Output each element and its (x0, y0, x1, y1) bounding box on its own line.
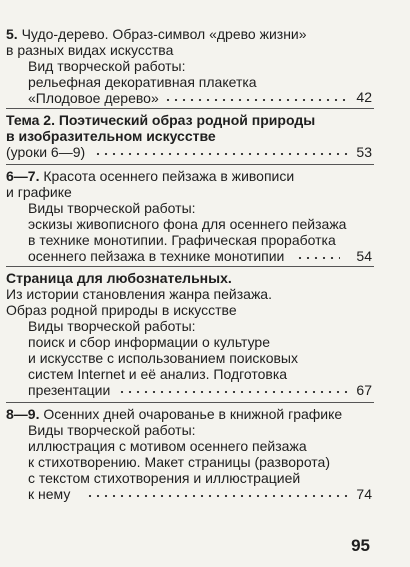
work-type-label: Виды творческой работы: (28, 200, 196, 216)
section-subtitle: Из истории становления жанра пейзажа. (6, 286, 272, 302)
page-number: 95 (351, 536, 370, 555)
work-description: осеннего пейзажа в технике монотипии (28, 248, 285, 264)
theme-title: Тема 2. Поэтический образ родной природы (6, 112, 316, 128)
work-type-label: Вид творческой работы: (28, 58, 186, 74)
work-description: к стихотворению. Макет страницы (разворота) (28, 454, 330, 470)
page-ref: 42 (356, 89, 372, 105)
work-description: и искусстве с использованием поисковых (28, 350, 298, 366)
work-description: эскизы живописного фона для осеннего пейзажа (28, 216, 347, 232)
divider (6, 164, 374, 165)
leader-dots (164, 99, 348, 101)
work-description: в технике монотипии. Графическая проработка (28, 232, 336, 248)
work-description: иллюстрация с мотивом осеннего пейзажа (28, 438, 307, 454)
work-description: систем Internet и её анализ. Подготовка (28, 366, 288, 382)
work-description: презентации (28, 382, 111, 398)
page-ref: 67 (356, 382, 372, 398)
work-description: «Плодовое дерево» (28, 90, 159, 106)
leader-dots (118, 391, 348, 393)
work-type-label: Виды творческой работы: (28, 318, 196, 334)
lesson-range: (уроки 6—9) (6, 144, 86, 160)
page-ref: 74 (356, 486, 372, 502)
work-description: с текстом стихотворения и иллюстрацией (28, 470, 301, 486)
leader-dots (94, 153, 348, 155)
work-description: к нему (28, 486, 71, 502)
divider (6, 402, 374, 403)
work-description: поиск и сбор информации о культуре (28, 334, 270, 350)
page-ref: 53 (356, 144, 372, 160)
section-subtitle: Образ родной природы в искусстве (6, 302, 237, 318)
page-ref: 54 (356, 248, 372, 264)
divider (6, 266, 374, 267)
entry-title: 6—7. Красота осеннего пейзажа в живописи (6, 168, 295, 184)
work-type-label: Виды творческой работы: (28, 422, 196, 438)
theme-title-continued: в изобразительном искусстве (6, 128, 216, 144)
work-description: рельефная декоративная плакетка (28, 74, 257, 90)
divider (6, 108, 374, 109)
entry-title: 5. Чудо-дерево. Образ-символ «древо жизни» (6, 26, 307, 42)
entry-title: 8—9. Осенних дней очарованье в книжной графике (6, 406, 343, 422)
entry-title-continued: и графике (6, 184, 72, 200)
leader-dots (86, 495, 348, 497)
section-title: Страница для любознательных. (6, 270, 232, 286)
entry-title-continued: в разных видах искусства (6, 42, 174, 58)
